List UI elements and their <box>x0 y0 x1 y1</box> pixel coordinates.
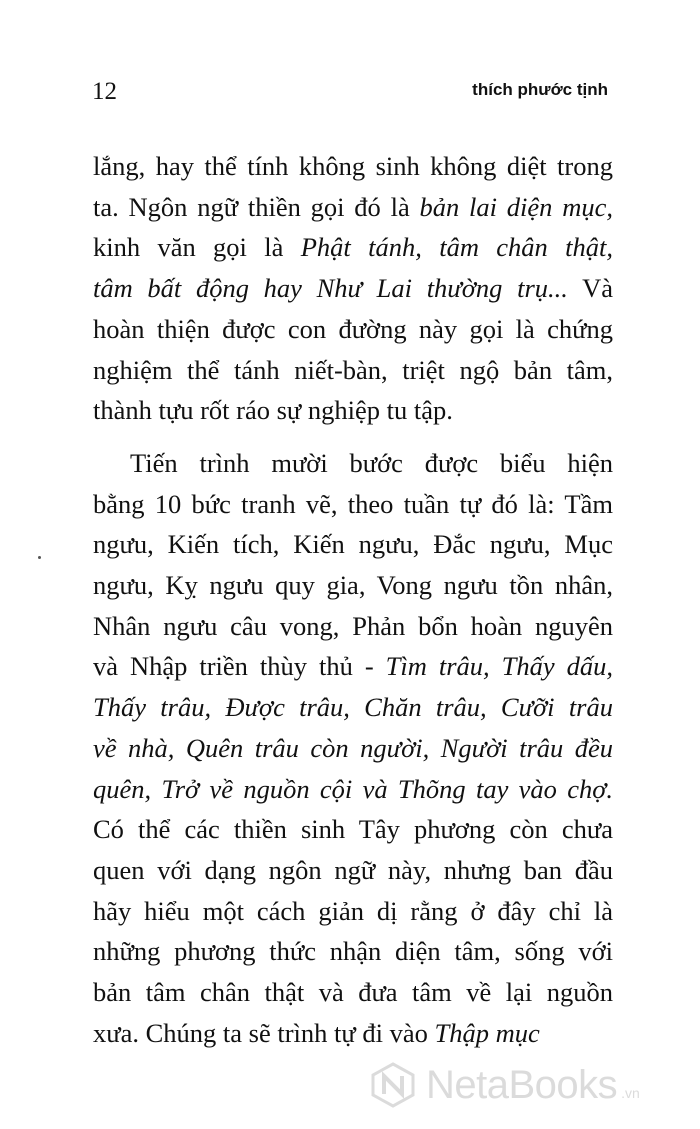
page-header <box>92 78 608 108</box>
text-line <box>93 972 613 1013</box>
italic-text: Thấy trâu, Được trâu, Chăn trâu, Cưỡi trâu <box>93 692 613 723</box>
text-run: nghiệm thể tánh niết-bàn, triệt ngộ bản tâm, <box>93 354 613 385</box>
text-line <box>93 484 613 525</box>
text-run: bản tâm chân thật và đưa tâm về lại nguồn <box>93 977 613 1008</box>
text-run: hãy hiểu một cách giản dị rằng ở đây chỉ là <box>93 895 613 926</box>
italic-text: Tìm trâu, Thấy dấu, <box>385 651 613 682</box>
text-run: những phương thức nhận diện tâm, sống với <box>93 936 613 967</box>
text-run: Nhân ngưu câu vong, Phản bổn hoàn nguyên <box>93 610 613 641</box>
italic-text: về nhà, Quên trâu còn người, Người trâu đều <box>93 732 613 763</box>
text-line <box>93 646 613 687</box>
text-line <box>93 606 613 647</box>
text-line <box>93 146 613 187</box>
text-line <box>93 565 613 606</box>
text-run: Và <box>567 273 613 304</box>
text-run: Có thể các thiền sinh Tây phương còn chưa <box>93 814 613 845</box>
italic-text: Thập mục <box>434 1017 540 1048</box>
text-line <box>93 1013 613 1054</box>
running-head: thích phước tịnh <box>472 80 608 99</box>
text-line <box>93 891 613 932</box>
text-line <box>93 524 613 565</box>
text-run: Tiến trình mười bước được biểu hiện <box>130 447 613 478</box>
text-run: xưa. Chúng ta sẽ trình tự đi vào <box>93 1017 435 1048</box>
text-line <box>93 443 613 484</box>
text-line <box>93 850 613 891</box>
text-line <box>93 227 613 268</box>
watermark-tld: .vn <box>621 1085 640 1101</box>
text-run: hoàn thiện được con đường này gọi là chứng <box>93 313 613 344</box>
italic-text: quên, Trở về nguồn cội và Thõng tay vào chợ. <box>93 773 613 804</box>
watermark-brand: NetaBooks <box>426 1062 618 1107</box>
watermark <box>370 1060 690 1110</box>
italic-text: bản lai diện mục, <box>419 191 613 222</box>
text-run: bằng 10 bức tranh vẽ, theo tuần tự đó là: Tầm <box>93 488 613 519</box>
italic-text: Phật tánh, tâm chân thật, <box>300 232 613 263</box>
text-line <box>93 809 613 850</box>
text-line <box>93 187 613 228</box>
text-line <box>93 728 613 769</box>
text-line <box>93 687 613 728</box>
text-run: kinh văn gọi là <box>93 232 301 263</box>
text-run: quen với dạng ngôn ngữ này, nhưng ban đầu <box>93 854 613 885</box>
text-run: ta. Ngôn ngữ thiền gọi đó là <box>93 191 420 222</box>
text-line <box>93 350 613 391</box>
netabooks-logo-icon <box>370 1062 416 1108</box>
text-run: ngưu, Kiến tích, Kiến ngưu, Đắc ngưu, Mục <box>93 529 613 560</box>
paragraph-2 <box>93 443 613 1054</box>
text-line <box>93 769 613 810</box>
text-run: thành tựu rốt ráo sự nghiệp tu tập. <box>93 395 453 426</box>
text-line <box>93 931 613 972</box>
print-speck <box>38 556 41 559</box>
body-text <box>93 146 613 1053</box>
text-line <box>93 268 613 309</box>
text-run: ngưu, Kỵ ngưu quy gia, Vong ngưu tồn nhân, <box>93 570 613 601</box>
italic-text: tâm bất động hay Như Lai thường trụ... <box>93 273 568 304</box>
text-run: lắng, hay thể tính không sinh không diệt trong <box>93 151 613 181</box>
text-line <box>93 390 613 431</box>
page-number: 12 <box>92 78 117 105</box>
paragraph-1 <box>93 146 613 431</box>
text-run: và Nhập triền thùy thủ - <box>93 651 386 682</box>
text-line <box>93 309 613 350</box>
